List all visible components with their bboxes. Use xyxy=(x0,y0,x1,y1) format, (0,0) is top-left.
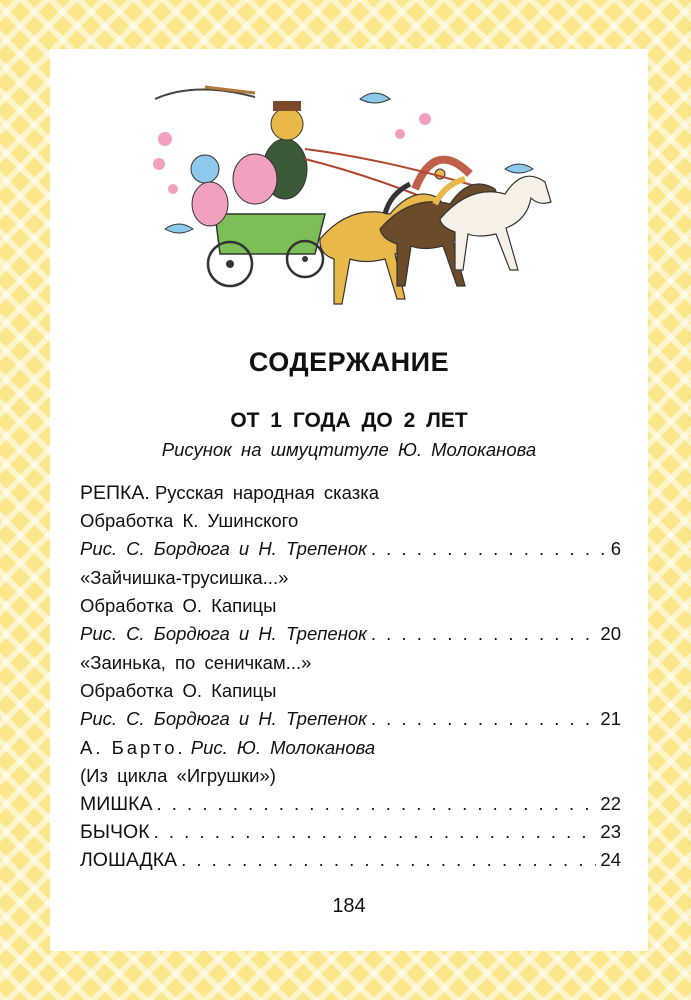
entry-illustrator: Рис. Ю. Молоканова xyxy=(190,737,376,758)
entry-illustrator: Рис. С. Бордюга и Н. Трепенок xyxy=(80,623,367,644)
leader-dots xyxy=(157,790,597,818)
entry-title: РЕПКА. xyxy=(80,482,150,504)
section-subtitle: Рисунок на шмуцтитуле Ю. Молоканова xyxy=(161,439,537,460)
illustration-drawing xyxy=(145,79,557,319)
entry-description: Русская народная сказка xyxy=(154,482,380,503)
leader-dots xyxy=(371,620,597,648)
leader-dots xyxy=(371,535,607,563)
entry-title: ЛОШАДКА xyxy=(80,849,178,871)
entry-illustrator-line xyxy=(80,620,621,648)
entry-page-number: 23 xyxy=(600,821,621,842)
entry-page-number: 20 xyxy=(600,623,621,644)
entry-page-number: 24 xyxy=(600,849,621,870)
troika-sleigh-illustration xyxy=(145,79,557,319)
entry-title: МИШКА xyxy=(80,793,153,815)
entry-illustrator: Рис. С. Бордюга и Н. Трепенок xyxy=(80,538,367,559)
toc-entry-zainka: «Заинька, по сеничкам...» xyxy=(80,652,312,673)
entry-illustrator-line xyxy=(80,535,621,563)
entry-illustrator: Рис. С. Бордюга и Н. Трепенок xyxy=(80,708,367,729)
entry-page-number: 21 xyxy=(600,708,621,729)
leader-dots xyxy=(181,846,596,874)
page xyxy=(50,49,648,951)
entry-page-number: 6 xyxy=(610,538,621,559)
toc-item-bychok xyxy=(80,818,621,846)
leader-dots xyxy=(154,818,597,846)
section-heading: ОТ 1 ГОДА ДО 2 ЛЕТ xyxy=(230,409,468,432)
toc-entry-repka xyxy=(80,479,621,507)
entry-adaptation: Обработка О. Капицы xyxy=(80,595,277,616)
toc-entry-barto xyxy=(80,734,621,762)
toc-item-loshadka xyxy=(80,846,621,874)
toc-entry-zaichishka: «Зайчишка-трусишка...» xyxy=(80,567,289,588)
entry-illustrator-line xyxy=(80,705,621,733)
entry-title: БЫЧОК xyxy=(80,821,150,843)
page-number: 184 xyxy=(332,895,366,917)
entry-page-number: 22 xyxy=(600,793,621,814)
page-title: СОДЕРЖАНИЕ xyxy=(248,347,450,377)
entry-adaptation: Обработка О. Капицы xyxy=(80,680,277,701)
leader-dots xyxy=(371,705,597,733)
table-of-contents xyxy=(80,479,621,874)
toc-item-mishka xyxy=(80,790,621,818)
entry-adaptation: Обработка К. Ушинского xyxy=(80,510,299,531)
author-name: А. Барто. xyxy=(80,737,186,758)
cycle-note: (Из цикла «Игрушки») xyxy=(80,765,276,786)
